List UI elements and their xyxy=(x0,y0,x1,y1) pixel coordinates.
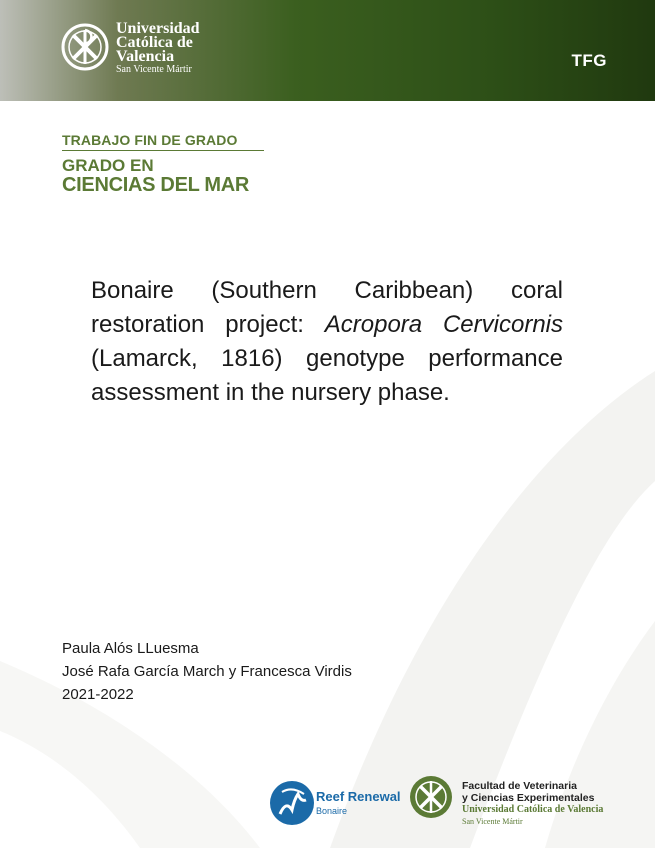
degree-line2: CIENCIAS DEL MAR xyxy=(62,174,250,196)
title-species: Acropora Cervicornis xyxy=(324,311,564,338)
faculty-line1: Facultad de Veterinaria xyxy=(462,780,577,792)
faculty-university: Universidad Católica de Valencia xyxy=(462,804,604,815)
thesis-title xyxy=(91,274,563,410)
university-line2: Católica de xyxy=(116,34,193,51)
tfg-badge: TFG xyxy=(571,51,607,70)
faculty-text xyxy=(462,780,603,828)
university-line1: Universidad xyxy=(116,20,200,37)
authors-block xyxy=(62,637,352,706)
reef-renewal-sub: Bonaire xyxy=(316,806,348,816)
university-crest-icon xyxy=(60,20,110,74)
kicker-divider xyxy=(62,150,264,151)
university-line4: San Vicente Mártir xyxy=(116,64,192,75)
degree-line1: GRADO EN xyxy=(62,156,154,175)
faculty-crest-icon xyxy=(408,772,454,822)
student-name: Paula Alós LLuesma xyxy=(62,640,199,657)
supervisors: José Rafa García March y Francesca Virdis xyxy=(62,663,352,680)
university-line3: Valencia xyxy=(116,48,175,65)
background-swoosh xyxy=(0,101,655,848)
thesis-kicker: TRABAJO FIN DE GRADO xyxy=(62,132,238,148)
university-name xyxy=(116,22,200,76)
faculty-line2: y Ciencias Experimentales xyxy=(462,792,595,804)
reef-renewal-name: Reef Renewal xyxy=(316,789,401,804)
academic-year: 2021-2022 xyxy=(62,686,134,703)
title-part1: Bonaire (Southern Caribbean) coral restoration project: xyxy=(91,277,563,338)
title-part2: (Lamarck, 1816) genotype performance assessment in the nursery phase. xyxy=(91,345,563,406)
header-banner xyxy=(0,0,655,101)
reef-renewal-text xyxy=(316,790,401,818)
faculty-sub: San Vicente Mártir xyxy=(462,817,523,826)
